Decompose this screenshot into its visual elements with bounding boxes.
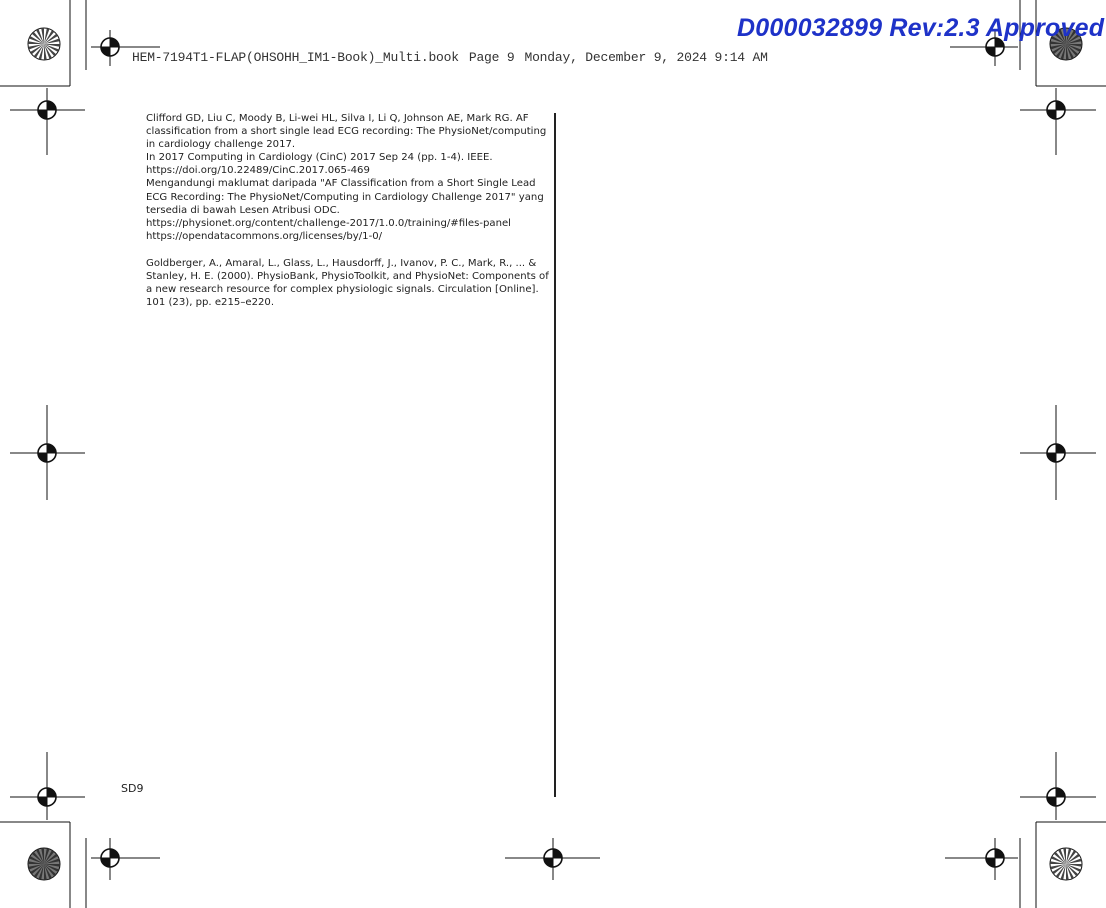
reference-link[interactable]: https://doi.org/10.22489/CinC.2017.065-469 bbox=[146, 165, 370, 177]
references-section bbox=[146, 112, 549, 321]
reference-line: Goldberger, A., Amaral, L., Glass, L., Hausdorff, J., Ivanov, P. C., Mark, R., ... & bbox=[146, 257, 537, 269]
page-number: SD9 bbox=[121, 782, 144, 795]
reference-line: Stanley, H. E. (2000). PhysioBank, PhysioToolkit, and PhysioNet: Components of bbox=[146, 271, 549, 283]
reference-entry bbox=[146, 112, 546, 243]
reference-line: Mengandungi maklumat daripada "AF Classification from a Short Single Lead bbox=[146, 178, 536, 190]
reference-line: ECG Recording: The PhysioNet/Computing in Cardiology Challenge 2017" yang bbox=[146, 191, 544, 203]
reference-line: In 2017 Computing in Cardiology (CinC) 2017 Sep 24 (pp. 1-4). IEEE. bbox=[146, 152, 493, 164]
approval-stamp: D000032899 Rev:2.3 Approved bbox=[737, 14, 1105, 42]
reference-line: classification from a short single lead ECG recording: The PhysioNet/computing bbox=[146, 126, 547, 138]
color-wheel-mark bbox=[28, 848, 60, 880]
reference-link[interactable]: https://physionet.org/content/challenge-2017/1.0.0/training/#files-panel bbox=[146, 217, 511, 229]
reference-entry bbox=[146, 257, 549, 309]
reference-link[interactable]: https://opendatacommons.org/licenses/by/1-0/ bbox=[146, 230, 383, 242]
print-header bbox=[132, 50, 778, 65]
color-wheel-mark bbox=[28, 28, 60, 60]
reference-line: tersedia di bawah Lesen Atribusi ODC. bbox=[146, 204, 340, 216]
reference-line: a new research resource for complex physiologic signals. Circulation [Online]. bbox=[146, 284, 539, 296]
color-wheel-mark bbox=[1050, 848, 1082, 880]
print-header-file: HEM-7194T1-FLAP(OHSOHH_IM1-Book)_Multi.book bbox=[132, 50, 459, 65]
reference-line: Clifford GD, Liu C, Moody B, Li-wei HL, Silva I, Li Q, Johnson AE, Mark RG. AF bbox=[146, 113, 529, 124]
column-divider bbox=[554, 113, 556, 797]
reference-line: in cardiology challenge 2017. bbox=[146, 139, 296, 151]
print-header-datetime: Monday, December 9, 2024 9:14 AM bbox=[524, 50, 768, 65]
print-header-page: Page 9 bbox=[468, 50, 515, 65]
reference-line: 101 (23), pp. e215–e220. bbox=[146, 297, 275, 309]
